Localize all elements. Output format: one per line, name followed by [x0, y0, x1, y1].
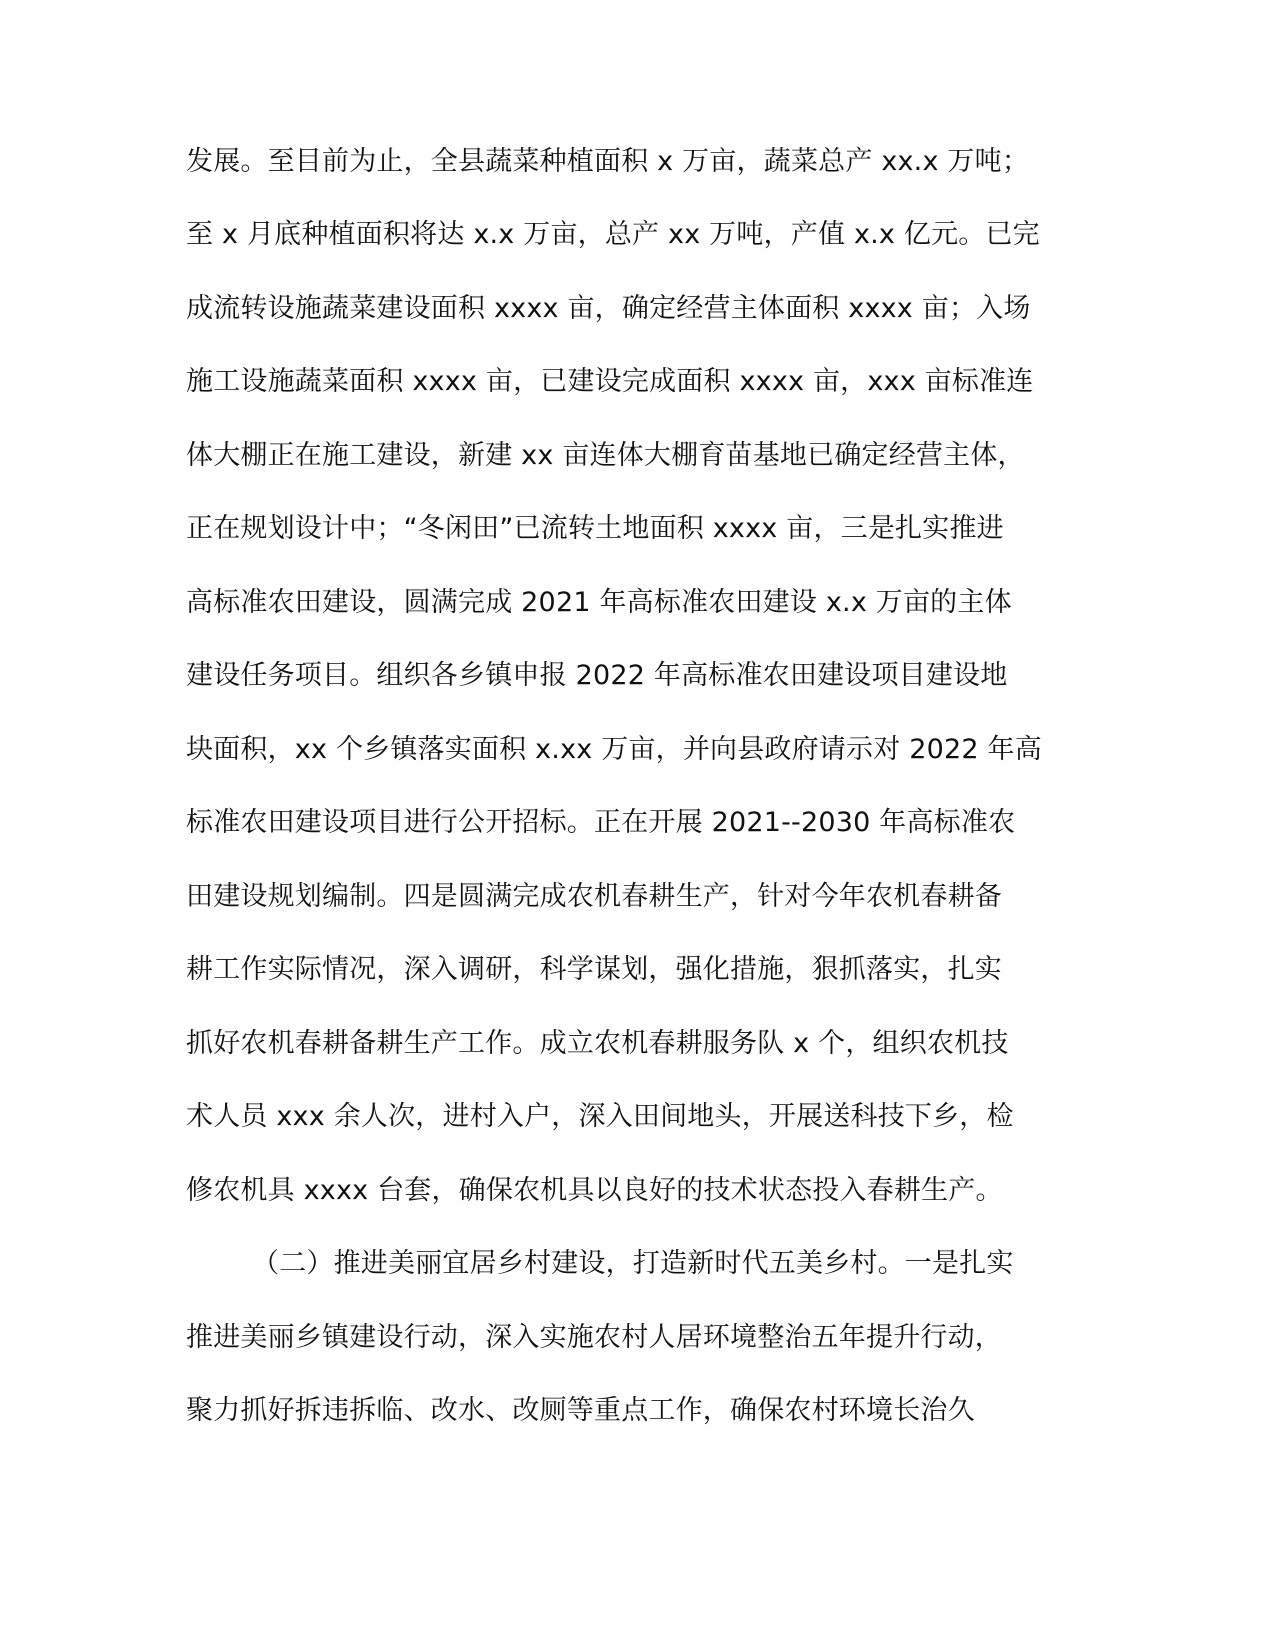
- text-line: 耕工作实际情况，深入调研，科学谋划，强化措施，狠抓落实，扎实: [186, 954, 1002, 985]
- text-line: 抓好农机春耕备耕生产工作。成立农机春耕服务队 x 个，组织农机技: [186, 1028, 1009, 1059]
- text-line: 田建设规划编制。四是圆满完成农机春耕生产，针对今年农机春耕备: [186, 881, 1002, 912]
- text-line: 块面积，xx 个乡镇落实面积 x.xx 万亩，并向县政府请示对 2022 年高: [186, 734, 1042, 765]
- text-line: 推进美丽乡镇建设行动，深入实施农村人居环境整治五年提升行动，: [186, 1322, 1002, 1353]
- text-line: 标准农田建设项目进行公开招标。正在开展 2021--2030 年高标准农: [186, 807, 1016, 838]
- text-line: 施工设施蔬菜面积 xxxx 亩，已建设完成面积 xxxx 亩，xxx 亩标准连: [186, 366, 1034, 397]
- text-line: 修农机具 xxxx 台套，确保农机具以良好的技术状态投入春耕生产。: [186, 1175, 1003, 1206]
- text-line: 术人员 xxx 余人次，进村入户，深入田间地头，开展送科技下乡，检: [186, 1101, 1014, 1132]
- text-line: 高标准农田建设，圆满完成 2021 年高标准农田建设 x.x 万亩的主体: [186, 587, 1012, 618]
- section-heading-line: （二）推进美丽宜居乡村建设，打造新时代五美乡村。一是扎实: [252, 1248, 1014, 1279]
- text-line: 体大棚正在施工建设，新建 xx 亩连体大棚育苗基地已确定经营主体，: [186, 440, 1025, 471]
- text-line: 发展。至目前为止，全县蔬菜种植面积 x 万亩，蔬菜总产 xx.x 万吨；: [186, 146, 1030, 177]
- text-line: 至 x 月底种植面积将达 x.x 万亩，总产 xx 万吨，产值 x.x 亿元。已完: [186, 219, 1040, 250]
- text-line: 聚力抓好拆违拆临、改水、改厕等重点工作，确保农村环境长治久: [186, 1395, 975, 1426]
- text-line: 建设任务项目。组织各乡镇申报 2022 年高标准农田建设项目建设地: [186, 660, 1008, 691]
- text-line: 成流转设施蔬菜建设面积 xxxx 亩，确定经营主体面积 xxxx 亩；入场: [186, 293, 1031, 324]
- text-line: 正在规划设计中；“冬闲田”已流转土地面积 xxxx 亩，三是扎实推进: [186, 513, 1004, 544]
